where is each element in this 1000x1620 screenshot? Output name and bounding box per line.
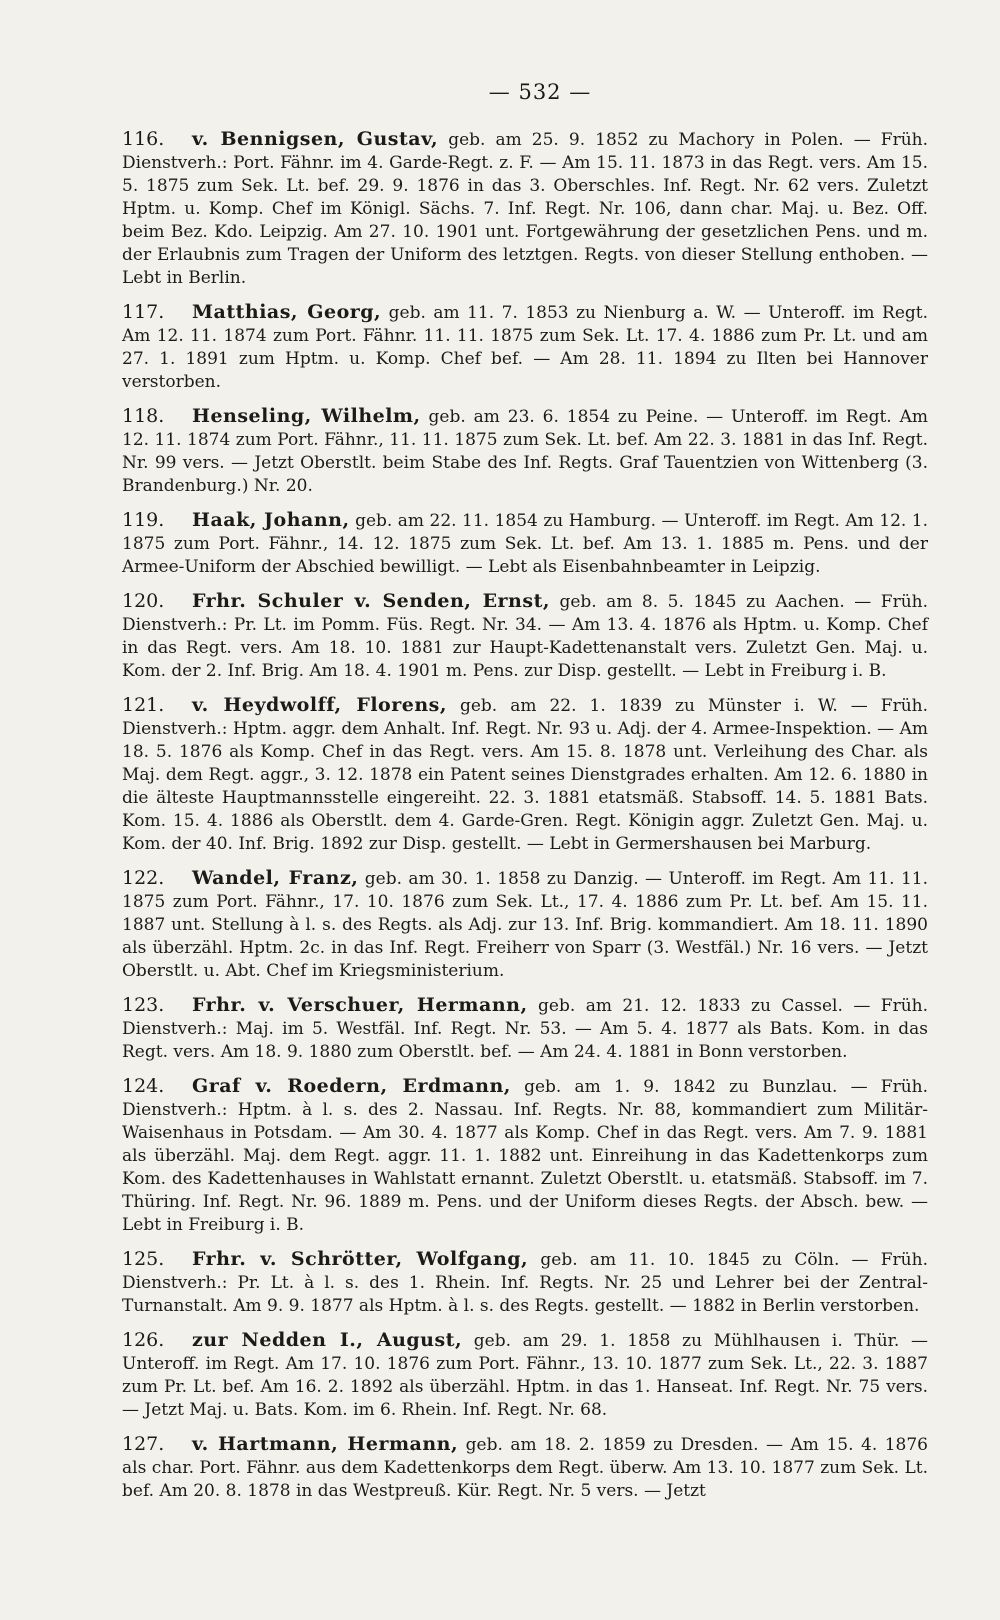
entry-number: 123.: [122, 994, 165, 1016]
entry-122: [122, 867, 928, 983]
entry-number: 124.: [122, 1075, 165, 1097]
entry-name: Haak, Johann,: [192, 509, 350, 531]
entry-body: geb. am 1. 9. 1842 zu Bunzlau. — Früh. Dienstverh.: Hptm. à l. s. des 2. Nassau. Inf. Regts. Nr. 88, kommandiert zum Militär-Waisenhaus in Potsdam. — Am 30. 4. 1877 als Komp. Chef in das Regt. vers. Am 7. 9. 1881 als überzähl. Maj. dem Regt. aggr. 11. 1. 1882 unt. Einreihung in das Kadettenkorps zum Kom. des Kadettenhauses in Wahlstatt ernannt. Zuletzt Oberstlt. u. etatsmäß. Stabsoff. im 7. Thüring. Inf. Regt. Nr. 96. 1889 m. Pens. und der Uniform dieses Regts. der Absch. bew. — Lebt in Freiburg i. B.: [122, 1077, 928, 1235]
entry-name: Frhr. v. Schrötter, Wolfgang,: [192, 1248, 529, 1270]
entry-number: 127.: [122, 1433, 165, 1455]
entry-body: geb. am 22. 1. 1839 zu Münster i. W. — Früh. Dienstverh.: Hptm. aggr. dem Anhalt. Inf. Regt. Nr. 93 u. Adj. der 4. Armee-Inspektion. — Am 18. 5. 1876 als Komp. Chef in das Regt. vers. Am 15. 8. 1878 unt. Verleihung des Char. als Maj. dem Regt. aggr., 3. 12. 1878 ein Patent seines Dienstgrades erhalten. Am 12. 6. 1880 in die älteste Hauptmannsstelle eingereiht. 22. 3. 1881 etatsmäß. Stabsoff. 14. 5. 1881 Bats. Kom. 15. 4. 1886 als Oberstlt. dem 4. Garde-Gren. Regt. Königin aggr. Zuletzt Gen. Maj. u. Kom. der 40. Inf. Brig. 1892 zur Disp. gestellt. — Lebt in Germershausen bei Marburg.: [122, 696, 928, 854]
entry-number: 117.: [122, 301, 165, 323]
entry-number: 122.: [122, 867, 165, 889]
entry-body: geb. am 11. 7. 1853 zu Nienburg a. W. — Unteroff. im Regt. Am 12. 11. 1874 zum Port. Fähnr. 11. 11. 1875 zum Sek. Lt. 17. 4. 1886 zum Pr. Lt. und am 27. 1. 1891 zum Hptm. u. Komp. Chef bef. — Am 28. 11. 1894 zu Ilten bei Hannover verstorben.: [122, 303, 928, 392]
entry-name: v. Heydwolff, Florens,: [192, 694, 447, 716]
entry-126: [122, 1329, 928, 1422]
entry-body: geb. am 11. 10. 1845 zu Cöln. — Früh. Dienstverh.: Pr. Lt. à l. s. des 1. Rhein. Inf. Regts. Nr. 25 und Lehrer bei der Zentral-Turnanstalt. Am 9. 9. 1877 als Hptm. à l. s. des Regts. gestellt. — 1882 in Berlin verstorben.: [122, 1250, 928, 1316]
entry-body: geb. am 22. 11. 1854 zu Hamburg. — Unteroff. im Regt. Am 12. 1. 1875 zum Port. Fähnr., 14. 12. 1875 zum Sek. Lt. bef. Am 13. 1. 1885 m. Pens. und der Armee-Uniform der Abschied bewilligt. — Lebt als Eisenbahnbeamter in Leipzig.: [122, 511, 929, 577]
entry-number: 118.: [122, 405, 165, 427]
entry-name: Frhr. v. Verschuer, Hermann,: [192, 994, 528, 1016]
entry-body: geb. am 18. 2. 1859 zu Dresden. — Am 15. 4. 1876 als char. Port. Fähnr. aus dem Kadettenkorps dem Regt. überw. Am 13. 10. 1877 zum Sek. Lt. bef. Am 20. 8. 1878 in das Westpreuß. Kür. Regt. Nr. 5 vers. — Jetzt: [122, 1435, 928, 1501]
entry-name: v. Hartmann, Hermann,: [192, 1433, 459, 1455]
entry-120: [122, 590, 928, 683]
entry-number: 116.: [122, 128, 165, 150]
entry-body: geb. am 25. 9. 1852 zu Machory in Polen. — Früh. Dienstverh.: Port. Fähnr. im 4. Garde-Regt. z. F. — Am 15. 11. 1873 in das Regt. vers. Am 15. 5. 1875 zum Sek. Lt. bef. 29. 9. 1876 in das 3. Oberschles. Inf. Regt. Nr. 62 vers. Zuletzt Hptm. u. Komp. Chef im Königl. Sächs. 7. Inf. Regt. Nr. 106, dann char. Maj. u. Bez. Off. beim Bez. Kdo. Leipzig. Am 27. 10. 1901 unt. Fortgewährung der gesetzlichen Pens. und m. der Erlaubnis zum Tragen der Uniform des letztgen. Regts. von dieser Stellung enthoben. — Lebt in Berlin.: [122, 130, 928, 288]
entry-125: [122, 1248, 928, 1318]
entry-123: [122, 994, 928, 1064]
entry-118: [122, 405, 928, 498]
entry-body: geb. am 8. 5. 1845 zu Aachen. — Früh. Dienstverh.: Pr. Lt. im Pomm. Füs. Regt. Nr. 34. — Am 13. 4. 1876 als Hptm. u. Komp. Chef in das Regt. vers. Am 18. 10. 1881 zur Haupt-Kadettenanstalt vers. Zuletzt Gen. Maj. u. Kom. der 2. Inf. Brig. Am 18. 4. 1901 m. Pens. zur Disp. gestellt. — Lebt in Freiburg i. B.: [122, 592, 928, 681]
entry-name: Henseling, Wilhelm,: [192, 405, 421, 427]
entry-name: Frhr. Schuler v. Senden, Ernst,: [192, 590, 550, 612]
entry-number: 119.: [122, 509, 165, 531]
entry-119: [122, 509, 928, 579]
entry-body: geb. am 30. 1. 1858 zu Danzig. — Unteroff. im Regt. Am 11. 11. 1875 zum Port. Fähnr., 17. 10. 1876 zum Sek. Lt., 17. 4. 1886 zum Pr. Lt. bef. Am 15. 11. 1887 unt. Stellung à l. s. des Regts. als Adj. zur 13. Inf. Brig. kommandiert. Am 18. 11. 1890 als überzähl. Hptm. 2c. in das Inf. Regt. Freiherr von Sparr (3. Westfäl.) Nr. 16 vers. — Jetzt Oberstlt. u. Abt. Chef im Kriegsministerium.: [122, 869, 929, 981]
entry-121: [122, 694, 928, 856]
entry-number: 121.: [122, 694, 165, 716]
entry-127: [122, 1433, 928, 1503]
entry-117: [122, 301, 928, 394]
entry-name: Wandel, Franz,: [192, 867, 359, 889]
entry-number: 125.: [122, 1248, 165, 1270]
entry-number: 120.: [122, 590, 165, 612]
entry-body: geb. am 21. 12. 1833 zu Cassel. — Früh. Dienstverh.: Maj. im 5. Westfäl. Inf. Regt. Nr. 53. — Am 5. 4. 1877 als Bats. Kom. in das Regt. vers. Am 18. 9. 1880 zum Oberstlt. bef. — Am 24. 4. 1881 in Bonn verstorben.: [122, 996, 928, 1062]
entry-name: zur Nedden I., August,: [192, 1329, 463, 1351]
entry-124: [122, 1075, 928, 1237]
entry-name: v. Bennigsen, Gustav,: [192, 128, 439, 150]
page-number: — 532 —: [488, 80, 592, 104]
entry-name: Graf v. Roedern, Erdmann,: [192, 1075, 511, 1097]
entry-body: geb. am 29. 1. 1858 zu Mühlhausen i. Thür. — Unteroff. im Regt. Am 17. 10. 1876 zum Port. Fähnr., 13. 10. 1877 zum Sek. Lt., 22. 3. 1887 zum Pr. Lt. bef. Am 16. 2. 1892 als überzähl. Hptm. in das 1. Hanseat. Inf. Regt. Nr. 75 vers. — Jetzt Maj. u. Bats. Kom. im 6. Rhein. Inf. Regt. Nr. 68.: [122, 1331, 929, 1420]
entry-name: Matthias, Georg,: [192, 301, 382, 323]
entry-body: geb. am 23. 6. 1854 zu Peine. — Unteroff. im Regt. Am 12. 11. 1874 zum Port. Fähnr., 11. 11. 1875 zum Sek. Lt. bef. Am 22. 3. 1881 in das Inf. Regt. Nr. 99 vers. — Jetzt Oberstlt. beim Stabe des Inf. Regts. Graf Tauentzien von Wittenberg (3. Brandenburg.) Nr. 20.: [122, 407, 928, 496]
entry-116: [122, 128, 928, 290]
entry-number: 126.: [122, 1329, 165, 1351]
